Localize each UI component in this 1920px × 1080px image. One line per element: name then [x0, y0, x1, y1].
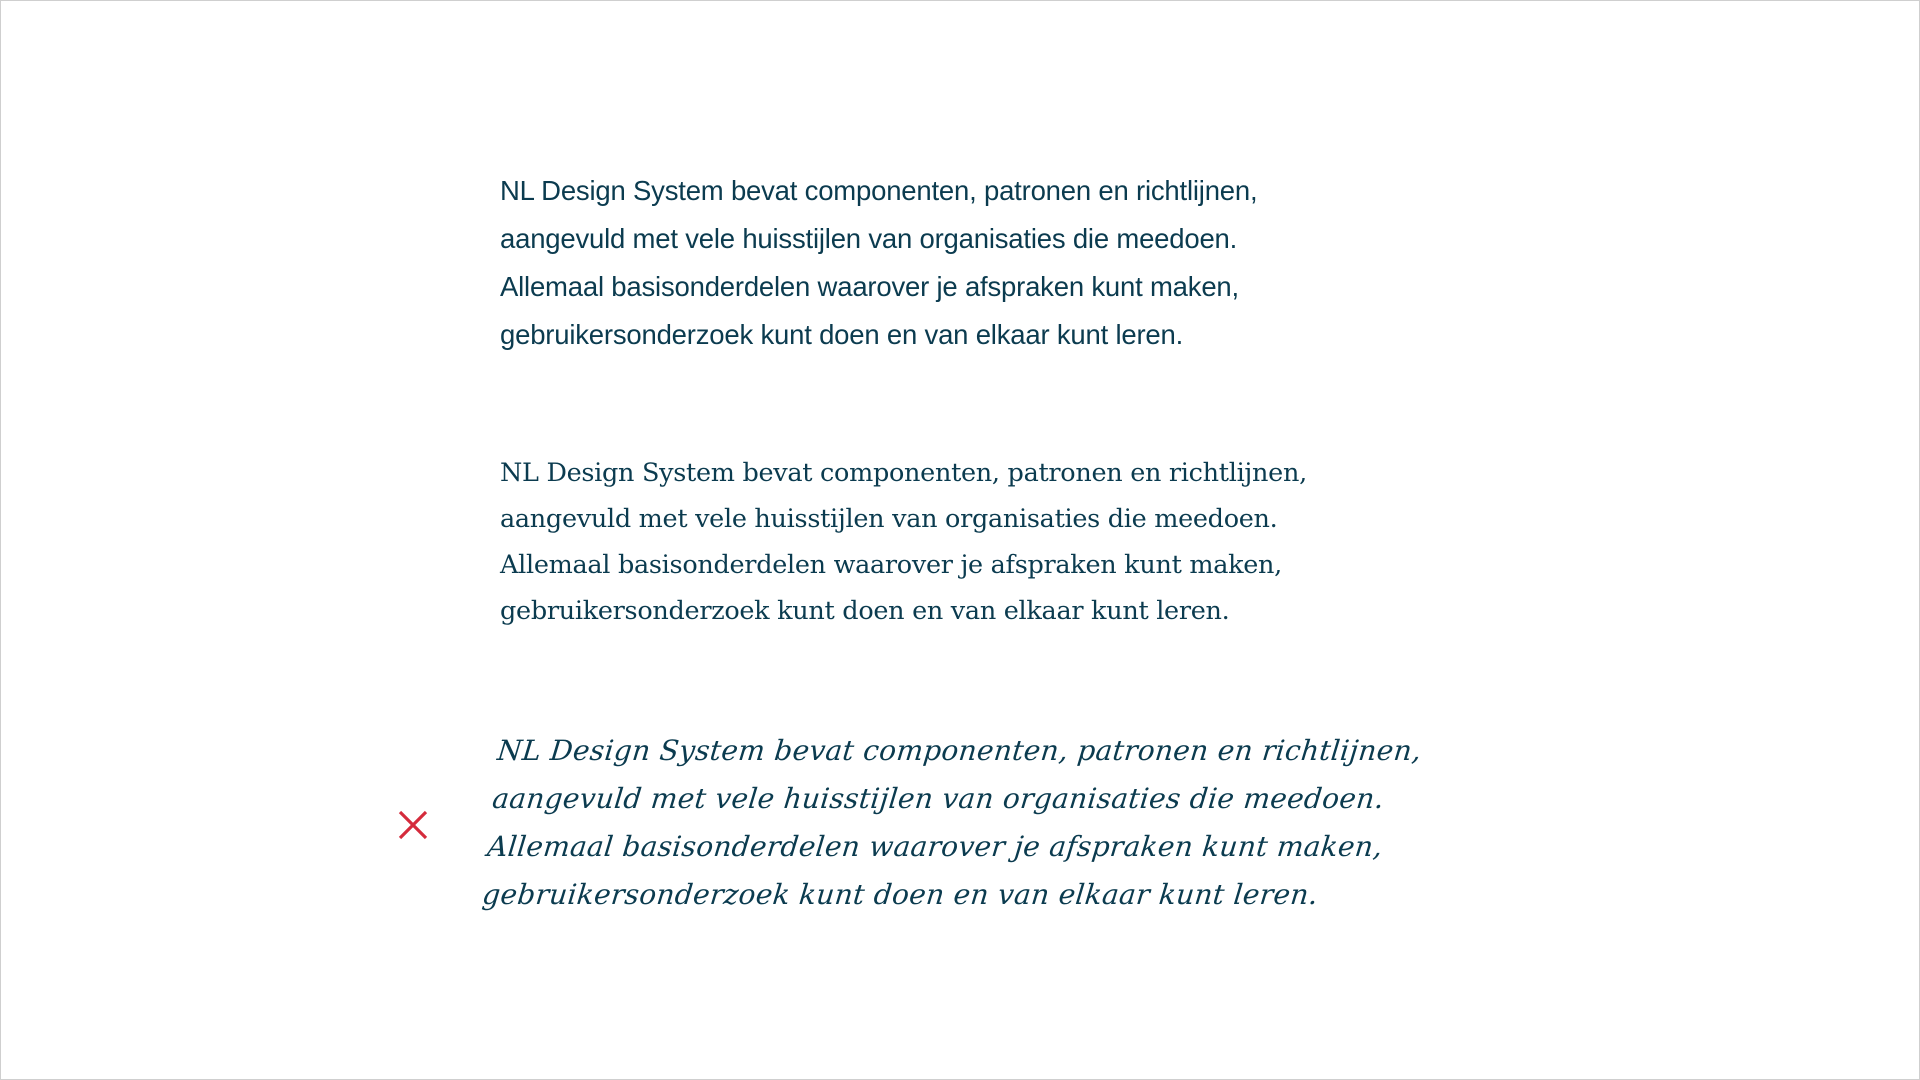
paragraph-handwritten-example [480, 727, 1424, 919]
paragraph-line: Allemaal basisonderdelen waarover je afspraken kunt maken, [485, 830, 1385, 863]
paragraph-line: aangevuld met vele huisstijlen van organisaties die meedoen. [490, 782, 1386, 815]
paragraph-line: gebruikersonderzoek kunt doen en van elkaar kunt leren. [500, 319, 1184, 350]
paragraph-line: NL Design System bevat componenten, patronen en richtlijnen, [495, 734, 1424, 767]
paragraph-serif-example [500, 450, 1307, 634]
paragraph-line: aangevuld met vele huisstijlen van organisaties die meedoen. [500, 223, 1238, 254]
paragraph-line: Allemaal basisonderdelen waarover je afspraken kunt maken, [500, 550, 1282, 580]
paragraph-line: gebruikersonderzoek kunt doen en van elkaar kunt leren. [500, 596, 1230, 626]
paragraph-line: aangevuld met vele huisstijlen van organisaties die meedoen. [500, 504, 1278, 534]
cross-icon [394, 806, 432, 844]
paragraph-line: gebruikersonderzoek kunt doen en van elkaar kunt leren. [480, 878, 1320, 911]
paragraph-line: NL Design System bevat componenten, patronen en richtlijnen, [500, 175, 1258, 206]
paragraph-sans-serif-example [500, 167, 1257, 359]
paragraph-line: Allemaal basisonderdelen waarover je afspraken kunt maken, [500, 271, 1239, 302]
paragraph-line: NL Design System bevat componenten, patronen en richtlijnen, [500, 458, 1307, 488]
